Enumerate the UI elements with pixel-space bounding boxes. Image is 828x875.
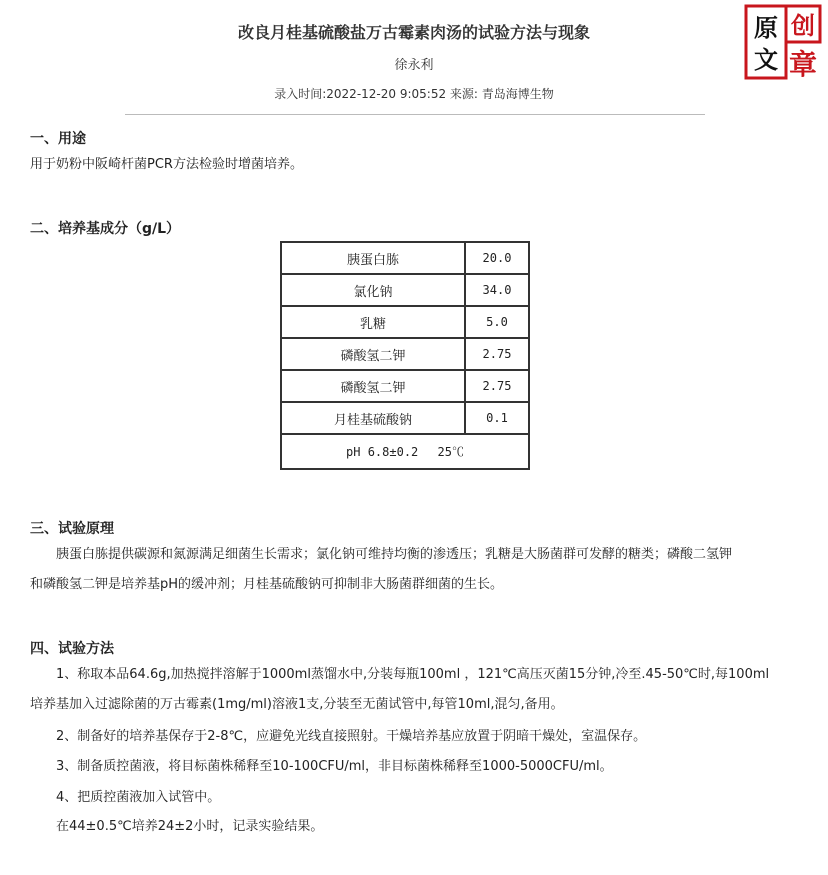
composition-table — [280, 241, 530, 470]
section-heading-composition: 二、培养基成分（g/L） — [30, 221, 181, 237]
method-line: 3、制备质控菌液，将目标菌株稀释至10-100CFU/ml，非目标菌株稀释至1000-5000CFU/ml。 — [30, 759, 613, 774]
table-row — [281, 338, 529, 370]
ingredient-name: 月桂基硫酸钠 — [281, 402, 465, 434]
table-row — [281, 306, 529, 338]
ingredient-amount: 2.75 — [465, 338, 529, 370]
method-line: 1、称取本品64.6g,加热搅拌溶解于1000ml蒸馏水中,分装每瓶100ml ，121℃高压灭菌15分钟,冷至.45-50℃时,每100ml — [30, 667, 770, 682]
section-heading-principle: 三、试验原理 — [30, 521, 114, 537]
section-heading-usage: 一、用途 — [30, 131, 86, 147]
section-heading-method: 四、试验方法 — [30, 641, 114, 657]
table-row — [281, 242, 529, 274]
svg-text:文: 文 — [754, 45, 778, 74]
method-line: 在44±0.5℃培养24±2小时，记录实验结果。 — [30, 819, 324, 834]
svg-text:章: 章 — [788, 48, 818, 81]
article-meta: 录入时间:2022-12-20 9:05:52 来源: 青岛海博生物 — [274, 87, 554, 101]
table-row — [281, 274, 529, 306]
article-title: 改良月桂基硫酸盐万古霉素肉汤的试验方法与现象 — [237, 23, 590, 42]
ingredient-name: 磷酸氢二钾 — [281, 338, 465, 370]
ingredient-name: 氯化钠 — [281, 274, 465, 306]
method-line: 培养基加入过滤除菌的万古霉素(1mg/ml)溶液1支,分装至无菌试管中,每管10ml,混匀,备用。 — [30, 697, 564, 712]
table-row — [281, 370, 529, 402]
ingredient-name: 胰蛋白胨 — [281, 242, 465, 274]
ingredient-amount: 0.1 — [465, 402, 529, 434]
principle-line: 胰蛋白胨提供碳源和氮源满足细菌生长需求；氯化钠可维持均衡的渗透压；乳糖是大肠菌群可发酵的糖类；磷酸二氢钾 — [30, 547, 733, 562]
header-divider — [125, 114, 705, 115]
ph-row — [281, 434, 529, 469]
svg-text:原: 原 — [754, 13, 778, 42]
ingredient-name: 乳糖 — [281, 306, 465, 338]
ingredient-amount: 20.0 — [465, 242, 529, 274]
ingredient-amount: 34.0 — [465, 274, 529, 306]
principle-line: 和磷酸氢二钾是培养基pH的缓冲剂；月桂基硫酸钠可抑制非大肠菌群细菌的生长。 — [30, 577, 504, 592]
original-article-stamp — [744, 2, 822, 90]
table-row — [281, 402, 529, 434]
ph-value: pH 6.8±0.2 25℃ — [281, 434, 529, 469]
svg-text:创: 创 — [791, 11, 815, 40]
usage-text: 用于奶粉中阪崎杆菌PCR方法检验时增菌培养。 — [30, 157, 303, 172]
method-line: 4、把质控菌液加入试管中。 — [30, 790, 221, 805]
ingredient-amount: 2.75 — [465, 370, 529, 402]
method-line: 2、制备好的培养基保存于2-8℃，应避免光线直接照射。干燥培养基应放置于阴暗干燥处，室温保存。 — [30, 729, 647, 744]
ingredient-amount: 5.0 — [465, 306, 529, 338]
article-author: 徐永利 — [394, 58, 434, 73]
ingredient-name: 磷酸氢二钾 — [281, 370, 465, 402]
